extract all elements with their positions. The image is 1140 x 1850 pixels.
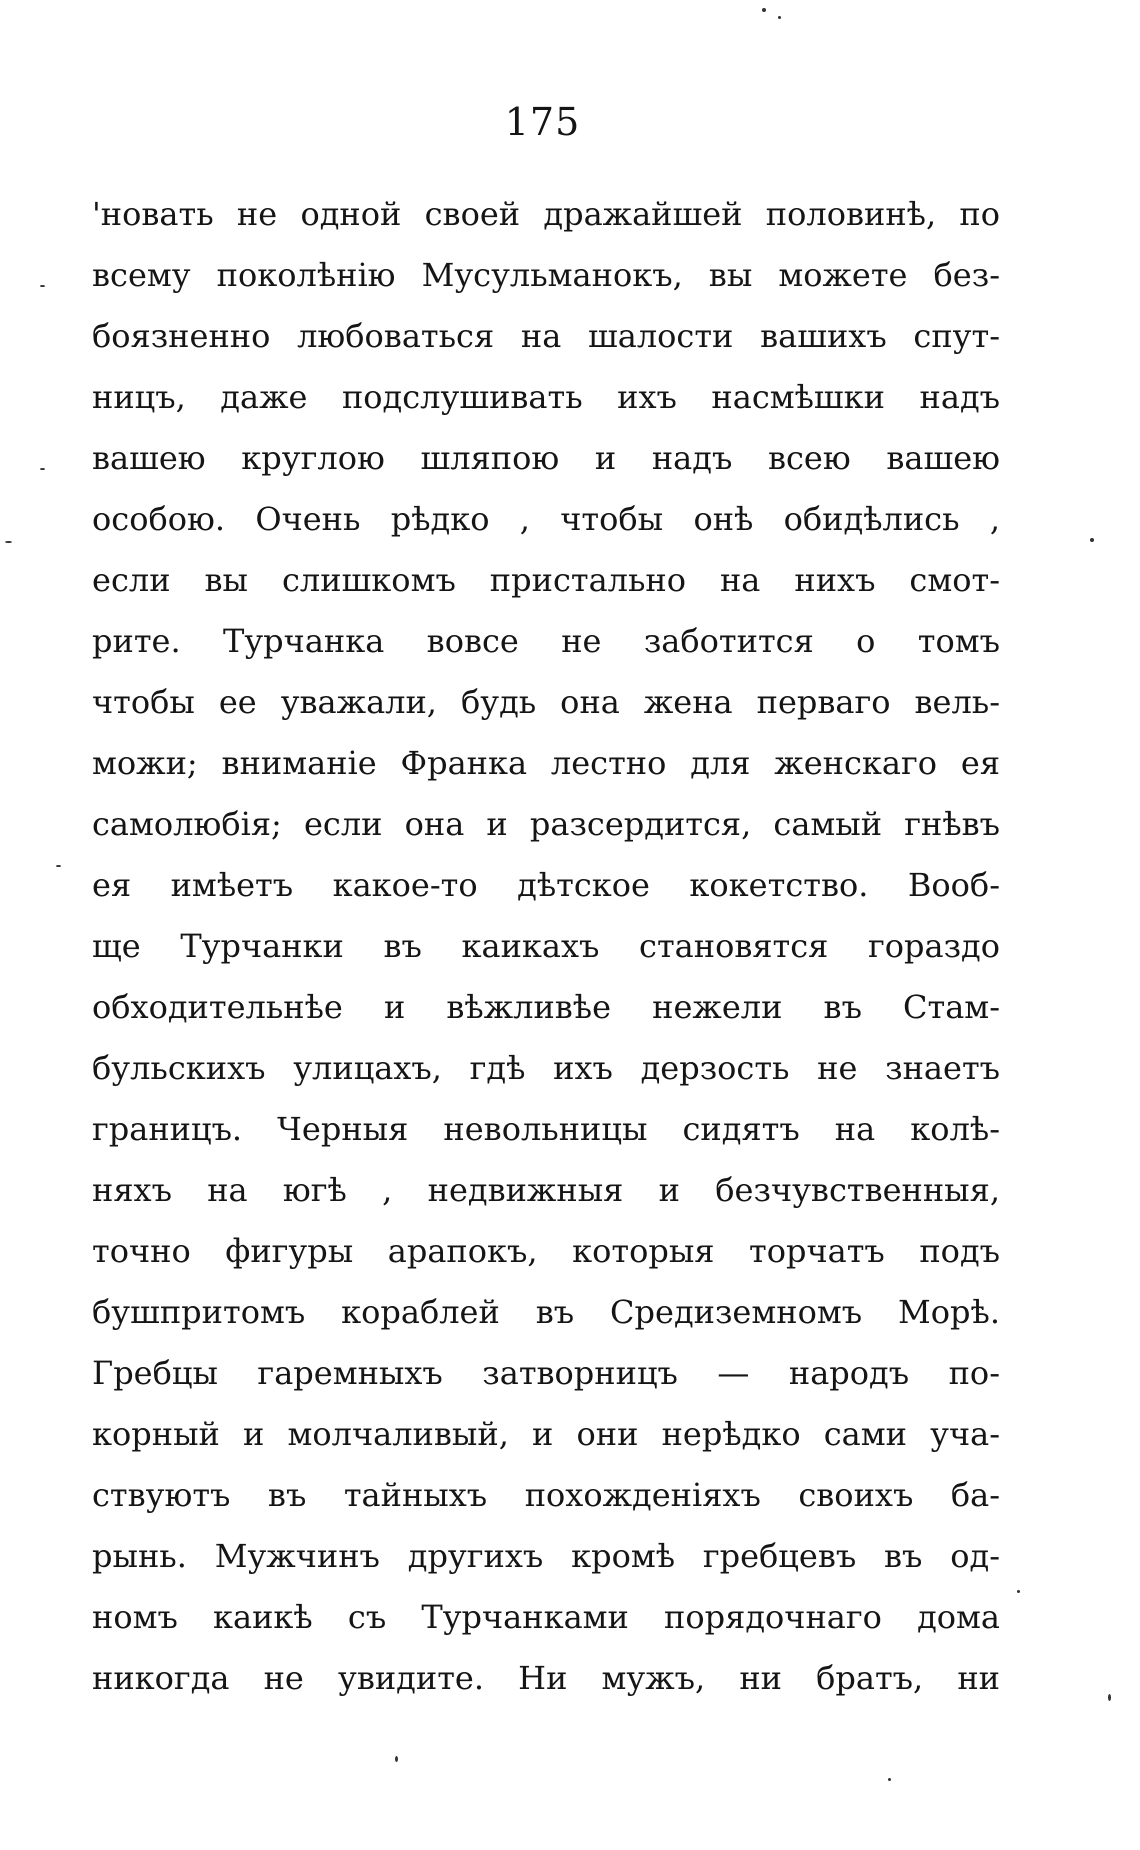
text-line: ницъ, даже подслушивать ихъ насмѣшки надъ (92, 378, 1000, 416)
text-line: корный и молчаливый, и они нерѣдко сами уча- (92, 1415, 1000, 1453)
scan-speck (762, 8, 766, 12)
text-line: номъ каикѣ съ Турчанками порядочнаго дома (92, 1598, 1000, 1636)
text-line: бульскихъ улицахъ, гдѣ ихъ дерзость не знаетъ (92, 1049, 1000, 1087)
page-text (92, 184, 1000, 1709)
scan-speck (395, 1756, 398, 1762)
text-line: если вы слишкомъ пристально на нихъ смот- (92, 561, 1000, 599)
text-line: всему поколѣнію Мусульманокъ, вы можете без- (92, 256, 1000, 294)
scan-speck (1090, 538, 1094, 542)
text-line: никогда не увидите. Ни мужъ, ни братъ, ни (92, 1659, 1000, 1697)
text-line: можи; вниманіе Франка лестно для женскаго ея (92, 744, 1000, 782)
text-line: Гребцы гаремныхъ затворницъ — народъ по- (92, 1354, 1000, 1392)
scan-speck (888, 1778, 891, 1781)
text-line: ствуютъ въ тайныхъ похожденіяхъ своихъ ба- (92, 1476, 1000, 1514)
text-line: бушпритомъ кораблей въ Средиземномъ Морѣ. (92, 1293, 1000, 1331)
scan-speck (56, 865, 61, 867)
text-line: чтобы ее уважали, будь она жена перваго вель- (92, 683, 1000, 721)
scan-speck (5, 541, 12, 543)
scan-speck (40, 285, 45, 287)
scan-speck (1108, 1694, 1111, 1701)
text-line: обходительнѣе и вѣжливѣе нежели въ Стам- (92, 988, 1000, 1026)
text-line: 'новать не одной своей дражайшей половинѣ, по (92, 195, 1000, 233)
text-line: няхъ на югѣ , недвижныя и безчувственныя, (92, 1171, 1000, 1209)
text-line: границъ. Черныя невольницы сидятъ на колѣ- (92, 1110, 1000, 1148)
text-line: боязненно любоваться на шалости вашихъ спут- (92, 317, 1000, 355)
text-line: ще Турчанки въ каикахъ становятся гораздо (92, 927, 1000, 965)
text-line: особою. Очень рѣдко , чтобы онѣ обидѣлись , (92, 500, 1000, 538)
text-line: вашею круглою шляпою и надъ всею вашею (92, 439, 1000, 477)
text-line: ея имѣетъ какое-то дѣтское кокетство. Вооб- (92, 866, 1000, 904)
scan-speck (40, 468, 45, 470)
text-line: рынь. Мужчинъ другихъ кромѣ гребцевъ въ од- (92, 1537, 1000, 1575)
text-line: рите. Турчанка вовсе не заботится о томъ (92, 622, 1000, 660)
scan-speck (1017, 1590, 1020, 1593)
text-line: точно фигуры арапокъ, которыя торчатъ подъ (92, 1232, 1000, 1270)
text-line: самолюбія; если она и разсердится, самый гнѣвъ (92, 805, 1000, 843)
scan-speck (778, 16, 781, 19)
page-number: 175 (504, 100, 581, 144)
